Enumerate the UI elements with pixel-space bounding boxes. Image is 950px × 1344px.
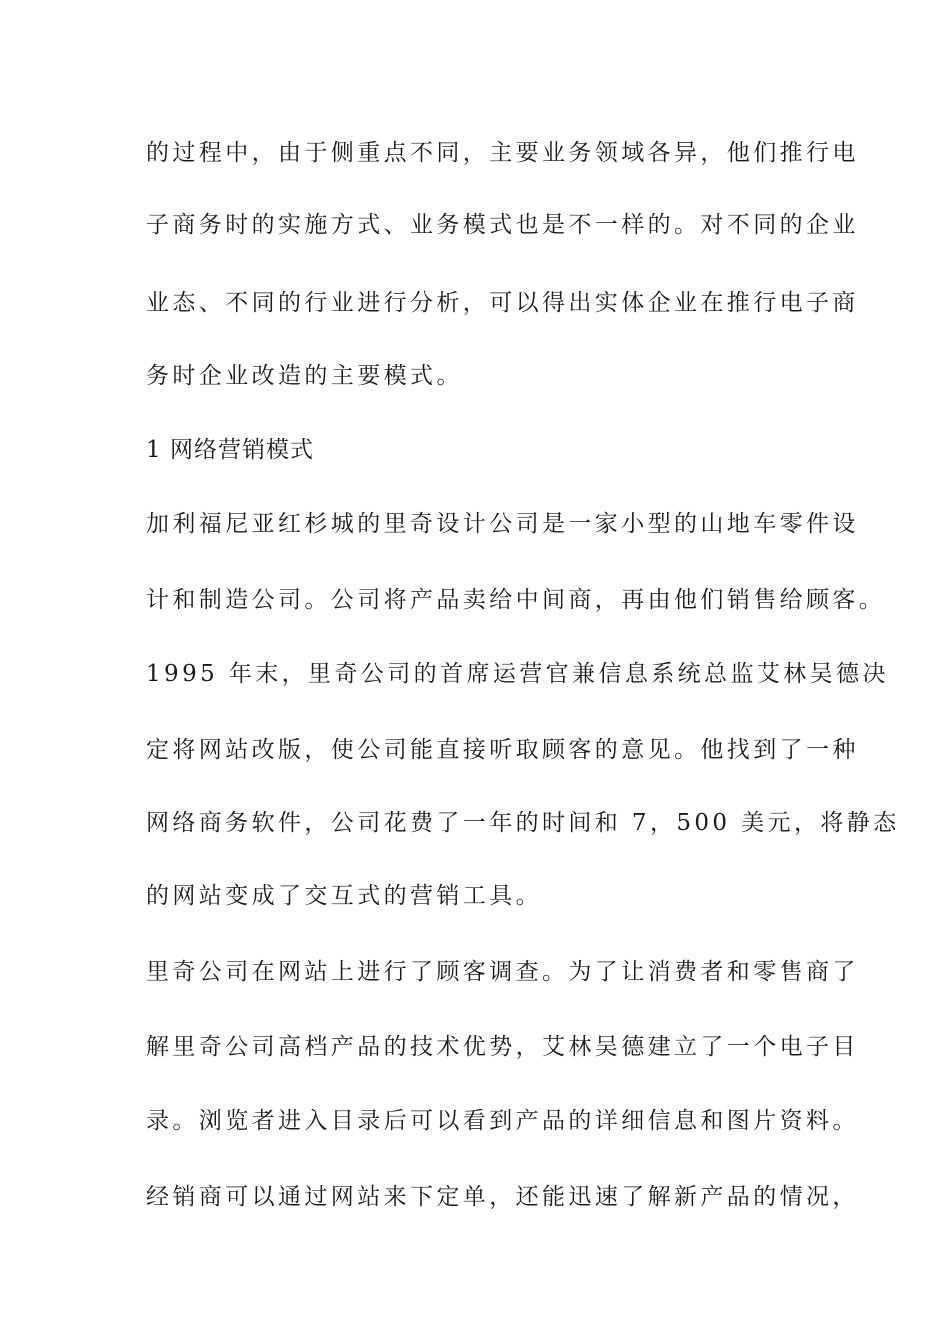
paragraph-3-line-2: 解里奇公司高档产品的技术优势，艾林吴德建立了一个电子目: [146, 1034, 859, 1060]
paragraph-1-line-2: 子商务时的实施方式、业务模式也是不一样的。对不同的企业: [146, 212, 859, 238]
paragraph-3-line-1: 里奇公司在网站上进行了顾客调查。为了让消费者和零售商了: [146, 959, 859, 985]
paragraph-2-line-6: 的网站变成了交互式的营销工具。: [146, 883, 542, 909]
paragraph-1-line-1: 的过程中，由于侧重点不同，主要业务领域各异，他们推行电: [146, 140, 859, 166]
paragraph-2-line-3: 1995 年末，里奇公司的首席运营官兼信息系统总监艾林吴德决: [146, 661, 889, 687]
paragraph-3-line-4: 经销商可以通过网站来下定单，还能迅速了解新产品的情况，: [146, 1184, 859, 1210]
paragraph-2-line-4: 定将网站改版，使公司能直接听取顾客的意见。他找到了一种: [146, 737, 859, 763]
paragraph-2-line-2: 计和制造公司。公司将产品卖给中间商，再由他们销售给顾客。: [146, 587, 886, 613]
paragraph-2-line-5: 网络商务软件，公司花费了一年的时间和 7，500 美元，将静态: [146, 810, 900, 836]
section-heading: 1 网络营销模式: [146, 437, 314, 463]
paragraph-3-line-3: 录。浏览者进入目录后可以看到产品的详细信息和图片资料。: [146, 1108, 859, 1134]
paragraph-2-line-1: 加利福尼亚红杉城的里奇设计公司是一家小型的山地车零件设: [146, 511, 859, 537]
paragraph-1-line-4: 务时企业改造的主要模式。: [146, 363, 463, 389]
paragraph-1-line-3: 业态、不同的行业进行分析，可以得出实体企业在推行电子商: [146, 290, 859, 316]
